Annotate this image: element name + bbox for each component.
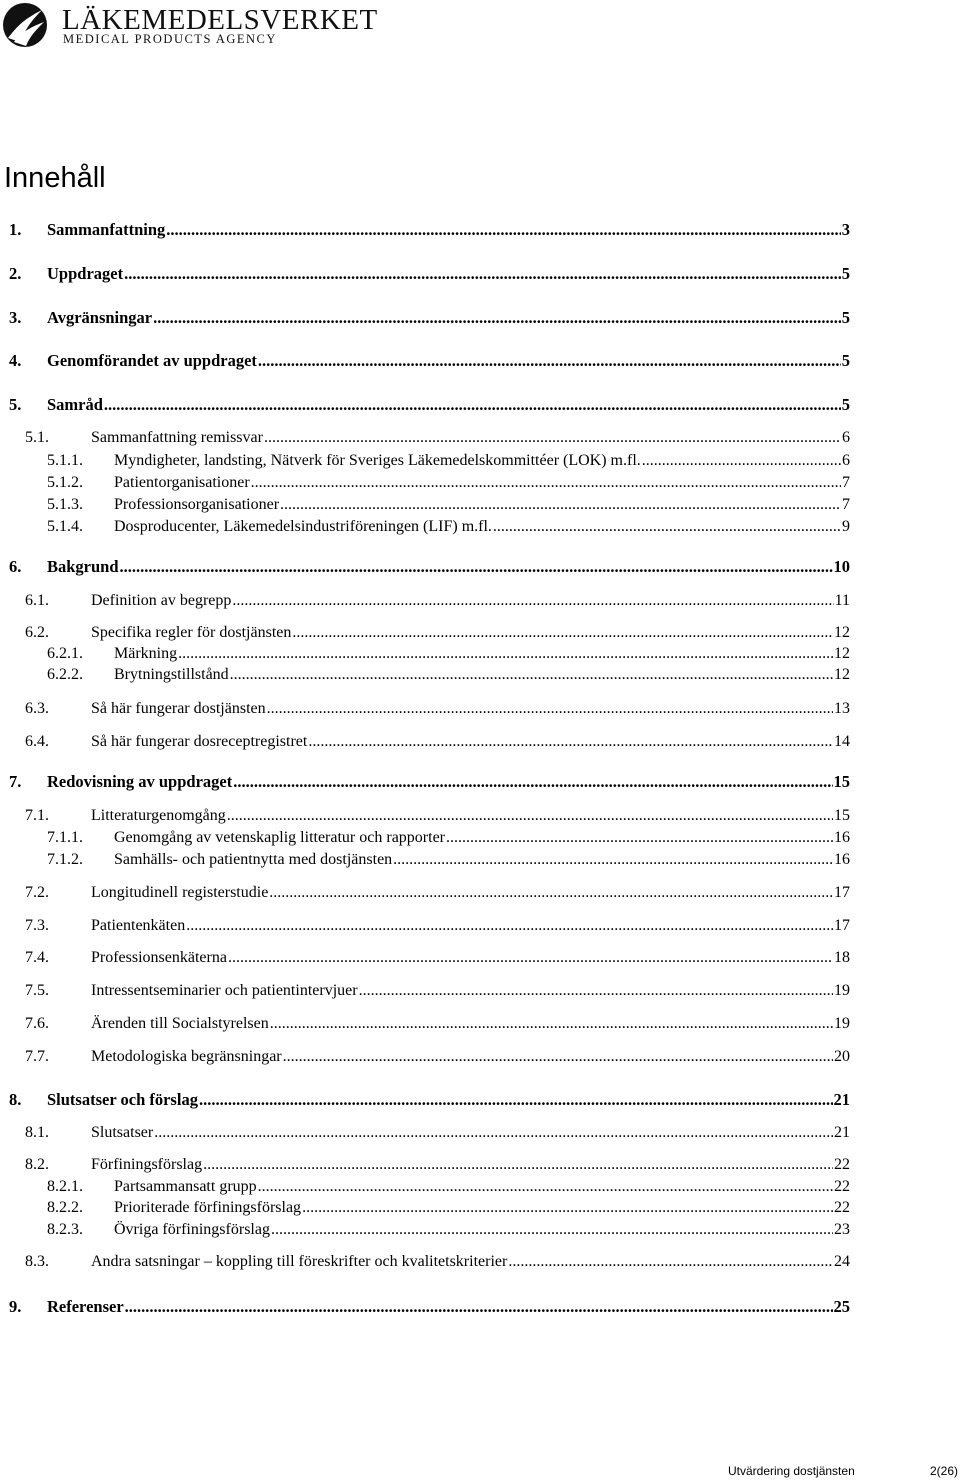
toc-dot-leader [230, 664, 833, 686]
toc-entry-title: Redovisning av uppdraget [47, 772, 233, 791]
toc-entry-title: Övriga förfiningsförslag [114, 1221, 270, 1238]
toc-dot-leader [267, 698, 833, 720]
toc-entry-title: Så här fungerar dosreceptregistret [91, 733, 308, 750]
toc-entry-title: Slutsatser [91, 1124, 154, 1141]
toc-entry-number: 5. [9, 395, 22, 414]
toc-entry[interactable] [25, 427, 850, 449]
toc-entry-number: 5.1.4. [47, 518, 83, 535]
toc-entry-number: 6.4. [25, 733, 49, 750]
toc-entry-title: Samhälls- och patientnytta med dostjänsten [114, 851, 393, 868]
toc-entry-page: 18 [834, 949, 850, 966]
toc-entry-page: 5 [841, 395, 850, 414]
toc-entry[interactable] [25, 1154, 850, 1176]
toc-entry-page: 5 [841, 308, 850, 327]
footer-page-number: 2(26) [929, 1464, 958, 1478]
toc-entry[interactable] [47, 494, 850, 516]
toc-entry-number: 6.1. [25, 592, 49, 609]
toc-dot-leader [508, 1251, 833, 1273]
toc-entry-number: 5.1.3. [47, 496, 83, 513]
toc-entry[interactable] [25, 731, 850, 753]
toc-entry-number: 7.3. [25, 917, 49, 934]
toc-entry-number: 8.1. [25, 1124, 49, 1141]
toc-dot-leader [280, 494, 841, 516]
agency-logo [2, 2, 378, 48]
toc-entry-number: 5.1. [25, 429, 49, 446]
toc-entry-title: Longitudinell registerstudie [91, 884, 269, 901]
logo-subtitle: MEDICAL PRODUCTS AGENCY [63, 32, 277, 46]
toc-entry[interactable] [25, 1251, 850, 1273]
toc-entry-page: 24 [834, 1253, 850, 1270]
toc-entry[interactable] [9, 350, 850, 372]
toc-dot-leader [166, 219, 840, 241]
toc-entry-title: Märkning [114, 645, 178, 662]
toc-entry-page: 7 [842, 496, 850, 513]
toc-entry-title: Så här fungerar dostjänsten [91, 700, 266, 717]
toc-dot-leader [308, 731, 833, 753]
agency-emblem-icon [2, 2, 50, 48]
toc-dot-leader [154, 1122, 833, 1144]
toc-entry-title: Slutsatser och förslag [47, 1090, 198, 1109]
toc-entry-page: 16 [834, 829, 850, 846]
toc-entry-page: 12 [834, 624, 850, 641]
toc-entry-page: 17 [834, 884, 850, 901]
toc-entry-title: Professionsenkäterna [91, 949, 227, 966]
toc-entry-number: 9. [9, 1297, 22, 1316]
toc-entry-page: 19 [834, 1015, 850, 1032]
toc-entry[interactable] [25, 1046, 850, 1068]
toc-entry-page: 25 [833, 1297, 850, 1316]
toc-entry[interactable] [47, 1176, 850, 1198]
toc-dot-leader [124, 263, 841, 285]
toc-entry-title: Patientorganisationer [114, 474, 250, 491]
toc-entry[interactable] [25, 590, 850, 612]
toc-entry-title: Specifika regler för dostjänsten [91, 624, 292, 641]
logo-wordmark: LÄKEMEDELSVERKET [62, 4, 378, 36]
toc-dot-leader [228, 947, 833, 969]
toc-entry-page: 5 [841, 264, 850, 283]
toc-entry[interactable] [47, 664, 850, 686]
toc-entry-number: 7.1. [25, 807, 49, 824]
toc-entry-title: Metodologiska begränsningar [91, 1048, 282, 1065]
toc-entry-number: 7.6. [25, 1015, 49, 1032]
toc-entry-title: Prioriterade förfiningsförslag [114, 1199, 302, 1216]
toc-dot-leader [264, 427, 841, 449]
toc-entry-title: Referenser [47, 1297, 124, 1316]
toc-entry-number: 7.5. [25, 982, 49, 999]
toc-dot-leader [178, 643, 833, 665]
toc-entry[interactable] [47, 643, 850, 665]
toc-dot-leader [203, 1154, 833, 1176]
toc-dot-leader [302, 1197, 833, 1219]
toc-entry-title: Dosproducenter, Läkemedelsindustriföreningen (LIF) m.fl. [114, 518, 492, 535]
toc-entry-page: 17 [834, 917, 850, 934]
toc-entry[interactable] [47, 516, 850, 538]
toc-entry-number: 3. [9, 308, 22, 327]
toc-dot-leader [258, 350, 841, 372]
toc-entry-number: 7.4. [25, 949, 49, 966]
toc-entry-page: 15 [834, 807, 850, 824]
toc-entry-number: 7.7. [25, 1048, 49, 1065]
toc-entry[interactable] [47, 827, 850, 849]
toc-entry[interactable] [25, 980, 850, 1002]
toc-entry[interactable] [9, 556, 850, 578]
toc-entry-page: 16 [834, 851, 850, 868]
toc-dot-leader [359, 980, 833, 1002]
toc-dot-leader [251, 472, 841, 494]
toc-dot-leader [104, 394, 841, 416]
toc-entry-title: Ärenden till Socialstyrelsen [91, 1015, 269, 1032]
toc-entry-number: 4. [9, 351, 22, 370]
toc-entry[interactable] [25, 622, 850, 644]
toc-dot-leader [186, 915, 833, 937]
toc-entry[interactable] [47, 849, 850, 871]
toc-entry-title: Förfiningsförslag [91, 1156, 203, 1173]
toc-entry[interactable] [9, 307, 850, 329]
toc-entry-page: 5 [841, 351, 850, 370]
toc-dot-leader [269, 882, 833, 904]
toc-entry-page: 15 [833, 772, 850, 791]
toc-entry[interactable] [9, 771, 850, 793]
toc-entry[interactable] [25, 947, 850, 969]
toc-entry[interactable] [25, 1122, 850, 1144]
toc-entry-page: 14 [834, 733, 850, 750]
toc-entry-page: 22 [834, 1178, 850, 1195]
toc-entry[interactable] [9, 394, 850, 416]
toc-entry-number: 6.3. [25, 700, 49, 717]
toc-entry-page: 21 [833, 1090, 850, 1109]
toc-entry-number: 6.2.1. [47, 645, 83, 662]
toc-entry-page: 23 [834, 1221, 850, 1238]
toc-entry-number: 6.2.2. [47, 666, 83, 683]
toc-entry-page: 3 [841, 220, 850, 239]
toc-entry[interactable] [47, 450, 850, 472]
toc-dot-leader [270, 1013, 833, 1035]
footer-document-title: Utvärdering dostjänsten [728, 1464, 855, 1478]
toc-entry[interactable] [47, 472, 850, 494]
toc-entry-title: Andra satsningar – koppling till föreskrifter och kvalitetskriterier [91, 1253, 508, 1270]
toc-entry[interactable] [25, 882, 850, 904]
toc-entry-number: 8.2. [25, 1156, 49, 1173]
toc-entry-title: Intressentseminarier och patientintervjuer [91, 982, 358, 999]
toc-dot-leader [642, 450, 841, 472]
toc-entry[interactable] [25, 805, 850, 827]
toc-entry-page: 7 [842, 474, 850, 491]
toc-entry-page: 6 [842, 429, 850, 446]
toc-dot-leader [232, 590, 833, 612]
toc-entry[interactable] [9, 219, 850, 241]
toc-entry[interactable] [25, 698, 850, 720]
toc-entry-title: Samråd [47, 395, 103, 414]
toc-entry-page: 9 [842, 518, 850, 535]
toc-heading: Innehåll [4, 162, 106, 194]
toc-entry[interactable] [47, 1219, 850, 1241]
toc-entry-title: Sammanfattning remissvar [91, 429, 263, 446]
toc-entry-page: 11 [834, 592, 850, 609]
toc-entry-number: 8.3. [25, 1253, 49, 1270]
toc-entry[interactable] [25, 915, 850, 937]
toc-entry-number: 1. [9, 220, 22, 239]
toc-entry-page: 10 [833, 557, 850, 576]
toc-entry-title: Sammanfattning [47, 220, 166, 239]
toc-entry-title: Definition av begrepp [91, 592, 232, 609]
toc-dot-leader [393, 849, 833, 871]
toc-entry-number: 8.2.2. [47, 1199, 83, 1216]
toc-dot-leader [120, 556, 833, 578]
toc-entry[interactable] [9, 1296, 850, 1318]
toc-entry-number: 6.2. [25, 624, 49, 641]
toc-entry-number: 7.1.1. [47, 829, 83, 846]
toc-entry-number: 5.1.2. [47, 474, 83, 491]
toc-entry-page: 22 [834, 1156, 850, 1173]
toc-entry-page: 6 [842, 452, 850, 469]
toc-entry-number: 6. [9, 557, 22, 576]
toc-entry-title: Genomgång av vetenskaplig litteratur och rapporter [114, 829, 445, 846]
toc-entry-title: Myndigheter, landsting, Nätverk för Sveriges Läkemedelskommittéer (LOK) m.fl. [114, 452, 641, 469]
toc-entry[interactable] [47, 1197, 850, 1219]
toc-entry-number: 8. [9, 1090, 22, 1109]
toc-entry-page: 12 [834, 645, 850, 662]
toc-entry-number: 8.2.3. [47, 1221, 83, 1238]
toc-dot-leader [446, 827, 833, 849]
toc-entry-title: Avgränsningar [47, 308, 153, 327]
toc-entry-number: 8.2.1. [47, 1178, 83, 1195]
toc-entry[interactable] [9, 263, 850, 285]
toc-dot-leader [125, 1296, 833, 1318]
toc-dot-leader [271, 1219, 833, 1241]
toc-entry-number: 2. [9, 264, 22, 283]
toc-entry-title: Genomförandet av uppdraget [47, 351, 257, 370]
toc-entry[interactable] [25, 1013, 850, 1035]
toc-entry-title: Patientenkäten [91, 917, 186, 934]
toc-entry-page: 22 [834, 1199, 850, 1216]
toc-dot-leader [493, 516, 841, 538]
toc-dot-leader [258, 1176, 833, 1198]
toc-entry-number: 7.2. [25, 884, 49, 901]
toc-entry-page: 19 [834, 982, 850, 999]
toc-entry[interactable] [9, 1089, 850, 1111]
toc-entry-title: Professionsorganisationer [114, 496, 280, 513]
toc-dot-leader [227, 805, 833, 827]
toc-entry-title: Uppdraget [47, 264, 124, 283]
toc-entry-title: Partsammansatt grupp [114, 1178, 257, 1195]
toc-entry-number: 7.1.2. [47, 851, 83, 868]
toc-entry-title: Brytningstillstånd [114, 666, 229, 683]
toc-entry-number: 5.1.1. [47, 452, 83, 469]
toc-dot-leader [233, 771, 832, 793]
toc-entry-page: 13 [834, 700, 850, 717]
toc-entry-title: Bakgrund [47, 557, 119, 576]
toc-entry-title: Litteraturgenomgång [91, 807, 226, 824]
toc-dot-leader [153, 307, 841, 329]
toc-entry-page: 12 [834, 666, 850, 683]
toc-dot-leader [292, 622, 833, 644]
toc-entry-page: 21 [834, 1124, 850, 1141]
toc-dot-leader [283, 1046, 833, 1068]
toc-entry-page: 20 [834, 1048, 850, 1065]
toc-dot-leader [199, 1089, 833, 1111]
toc-entry-number: 7. [9, 772, 22, 791]
